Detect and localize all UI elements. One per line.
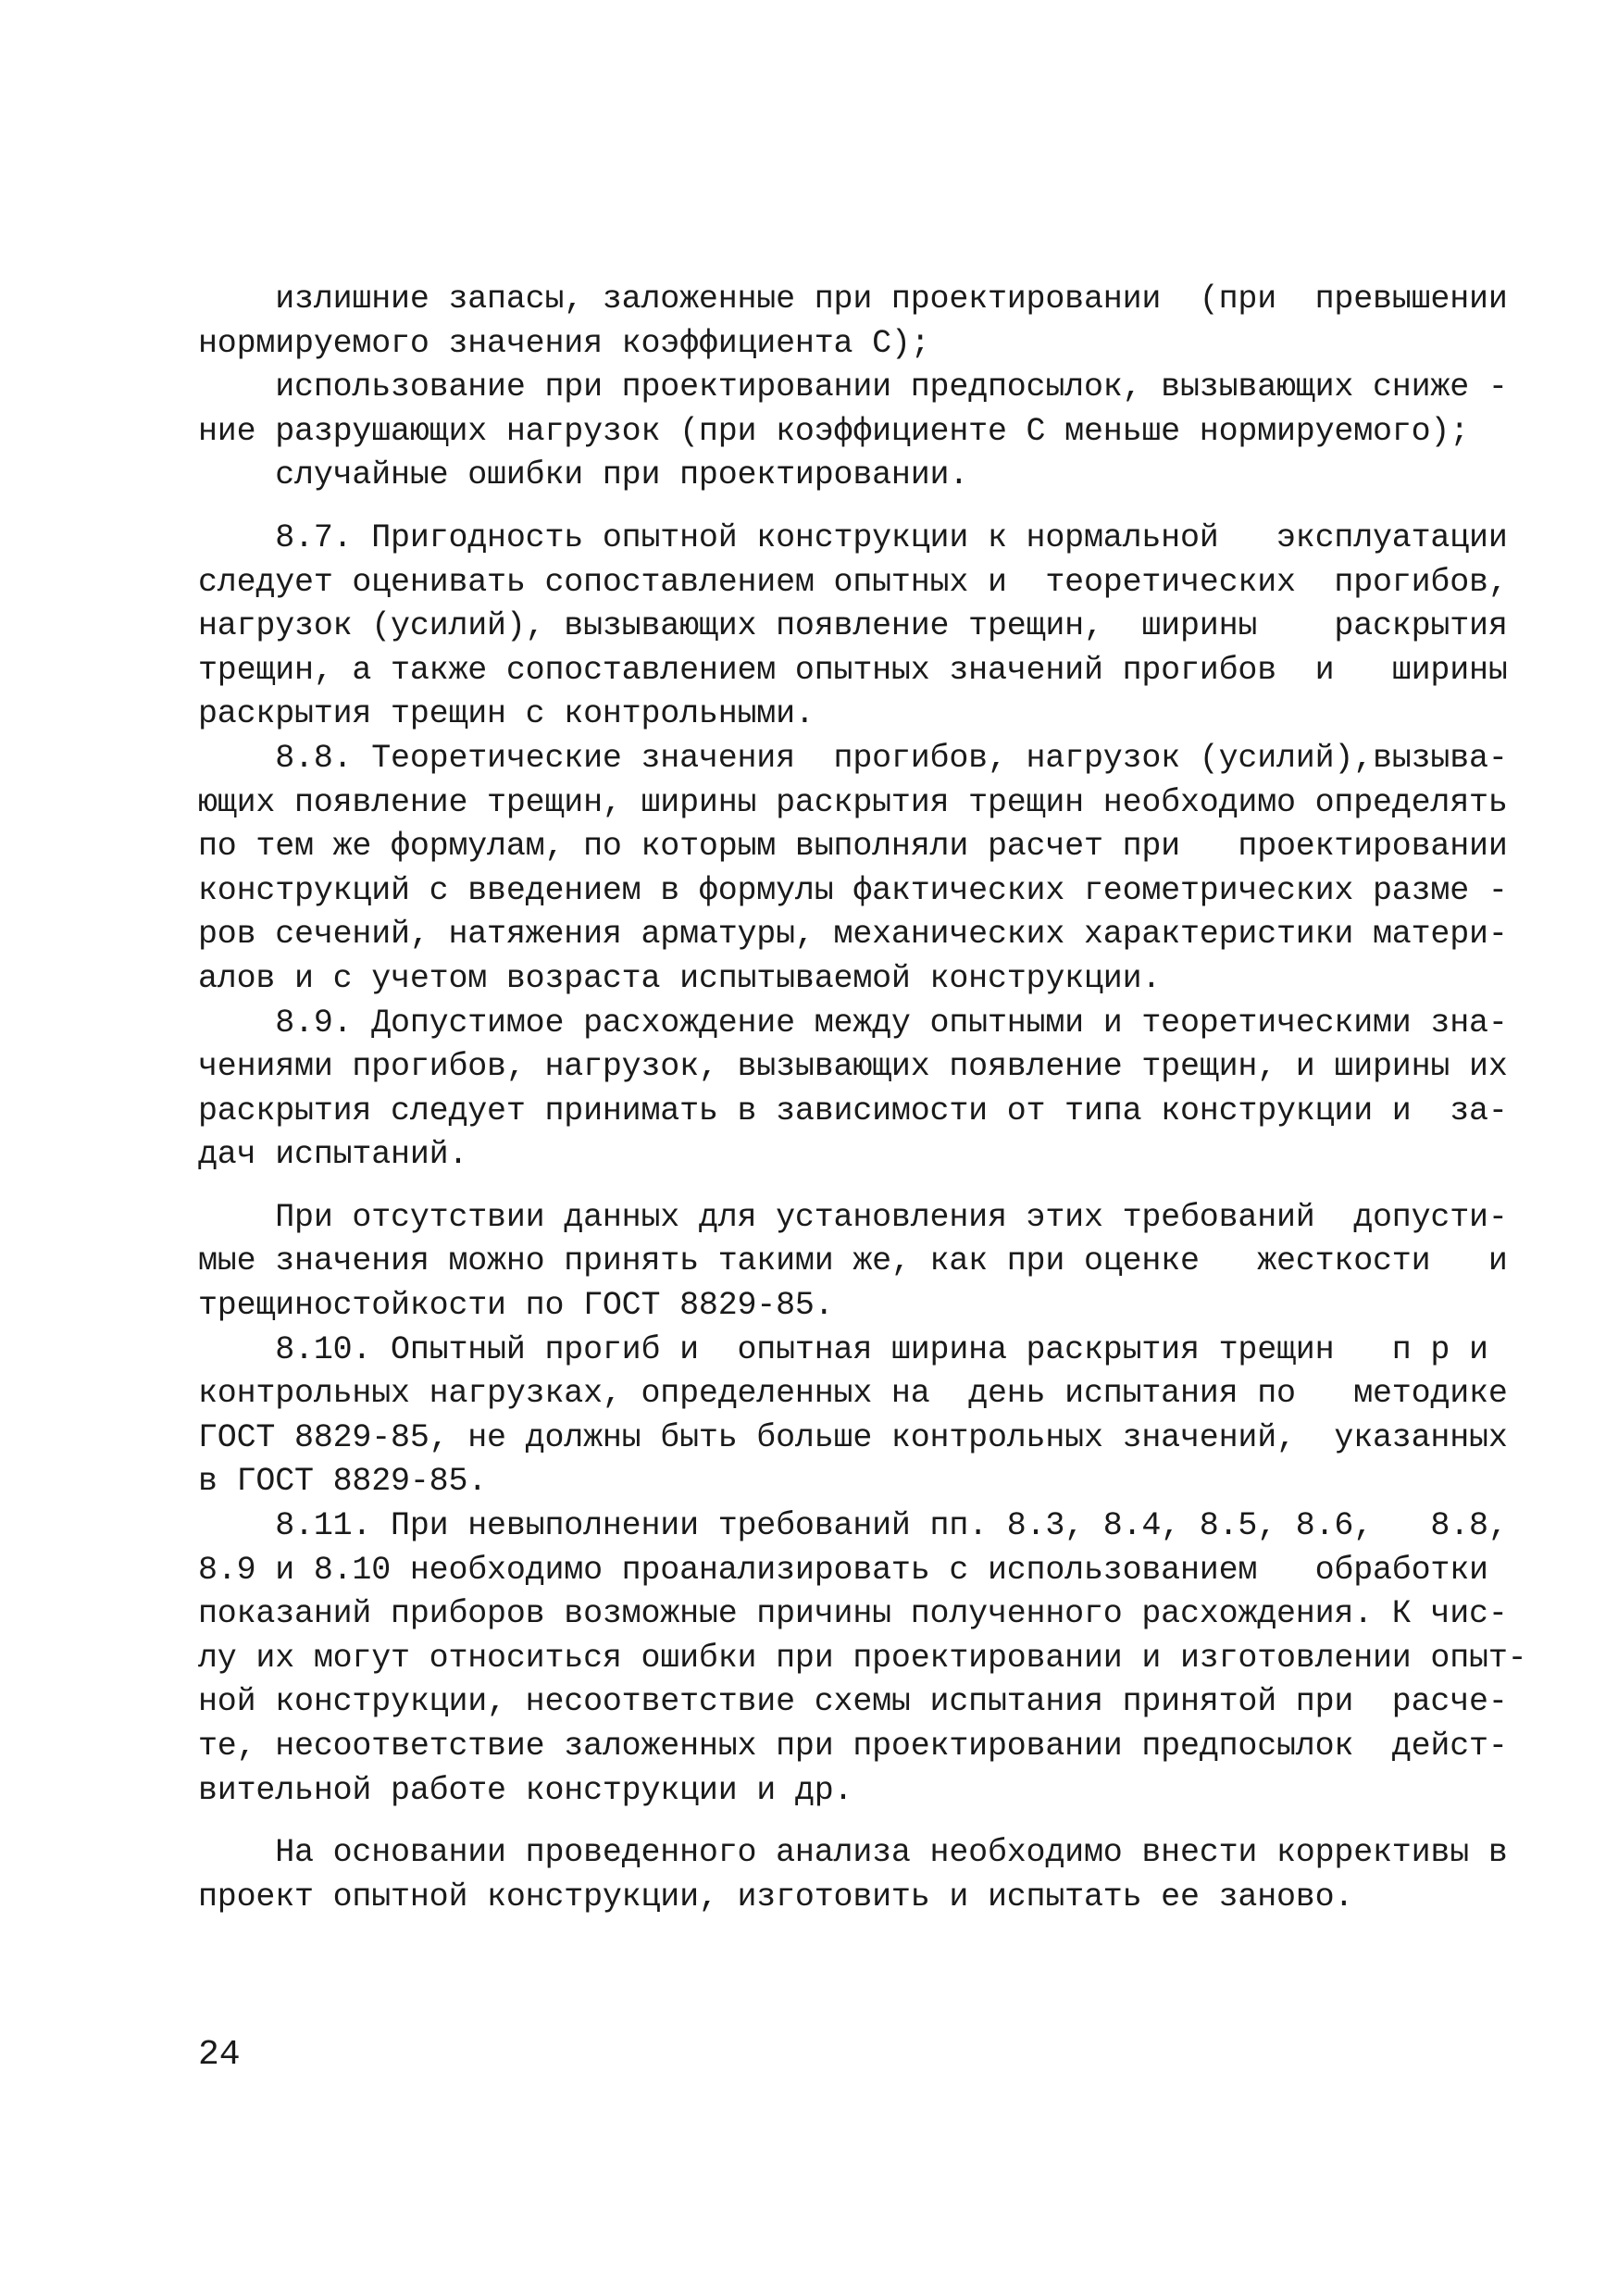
text-line: трещин, а также сопоставлением опытных значений прогибов и ширины [198, 651, 1508, 689]
text-line: мые значения можно принять такими же, как при оценке жесткости и [198, 1242, 1508, 1280]
text-line: следует оценивать сопоставлением опытных и теоретических прогибов, [198, 563, 1508, 601]
text-line: 8.9 и 8.10 необходимо проанализировать с использованием обработки [198, 1551, 1488, 1589]
text-line: чениями прогибов, нагрузок, вызывающих появление трещин, и ширины их [198, 1048, 1508, 1086]
text-line: ние разрушающих нагрузок (при коэффициенте С меньше нормируемого); [198, 412, 1470, 450]
text-line: раскрытия трещин с контрольными. [198, 695, 815, 733]
text-line: алов и с учетом возраста испытываемой конструкции. [198, 959, 1162, 997]
text-line: ющих появление трещин, ширины раскрытия трещин необходимо определять [198, 783, 1508, 821]
text-line: На основании проведенного анализа необходимо внести коррективы в [198, 1834, 1508, 1872]
paragraph [198, 737, 1508, 1002]
paragraph [198, 1831, 1508, 1919]
text-line: 8.11. При невыполнении требований пп. 8.3, 8.4, 8.5, 8.6, 8.8, [198, 1507, 1508, 1545]
text-line: При отсутствии данных для установления этих требований допусти- [198, 1198, 1508, 1236]
text-line: ГОСТ 8829-85, не должны быть больше контрольных значений, указанных [198, 1418, 1508, 1456]
text-line: нагрузок (усилий), вызывающих появление трещин, ширины раскрытия [198, 607, 1508, 645]
text-line: 8.9. Допустимое расхождение между опытными и теоретическими зна- [198, 1004, 1508, 1042]
text-line: в ГОСТ 8829-85. [198, 1463, 488, 1501]
paragraph [198, 1329, 1508, 1504]
paragraph [198, 1002, 1508, 1178]
text-line: дач испытаний. [198, 1136, 468, 1174]
text-line: использование при проектировании предпосылок, вызывающих сниже - [198, 368, 1508, 406]
text-line: проект опытной конструкции, изготовить и испытать ее заново. [198, 1878, 1354, 1915]
paragraph-gap [198, 1813, 1429, 1831]
text-line: контрольных нагрузках, определенных на день испытания по методике [198, 1375, 1508, 1413]
paragraph [198, 517, 1508, 737]
paragraph [198, 278, 1508, 366]
text-line: излишние запасы, заложенные при проектировании (при превышении [198, 281, 1508, 318]
text-line: вительной работе конструкции и др. [198, 1771, 853, 1809]
paragraph [198, 1196, 1508, 1329]
text-line: 8.8. Теоретические значения прогибов, нагрузок (усилий),вызыва- [198, 739, 1508, 777]
text-line: лу их могут относиться ошибки при проектировании и изготовлении опыт- [198, 1639, 1527, 1677]
page-number: 24 [198, 2035, 241, 2075]
text-line: те, несоответствие заложенных при проектировании предпосылок дейст- [198, 1728, 1508, 1765]
text-line: ной конструкции, несоответствие схемы испытания принятой при расче- [198, 1683, 1508, 1721]
text-line: случайные ошибки при проектировании. [198, 456, 969, 494]
text-line: показаний приборов возможные причины полученного расхождения. К чис- [198, 1595, 1508, 1633]
body-text [198, 278, 1527, 1919]
paragraph [198, 366, 1508, 454]
text-line: конструкций с введением в формулы фактических геометрических разме - [198, 871, 1508, 909]
text-line: по тем же формулам, по которым выполняли расчет при проектировании [198, 828, 1508, 866]
paragraph [198, 1504, 1527, 1813]
text-line: трещиностойкости по ГОСТ 8829-85. [198, 1287, 834, 1325]
text-line: нормируемого значения коэффициента С); [198, 324, 930, 362]
paragraph [198, 454, 1429, 498]
text-line: 8.10. Опытный прогиб и опытная ширина раскрытия трещин п р и [198, 1330, 1488, 1368]
paragraph-gap [198, 498, 1429, 517]
paragraph-gap [198, 1178, 1429, 1196]
text-line: ров сечений, натяжения арматуры, механических характеристики матери- [198, 916, 1508, 954]
text-line: раскрытия следует принимать в зависимости от типа конструкции и за- [198, 1092, 1508, 1129]
text-line: 8.7. Пригодность опытной конструкции к нормальной эксплуатации [198, 518, 1508, 556]
